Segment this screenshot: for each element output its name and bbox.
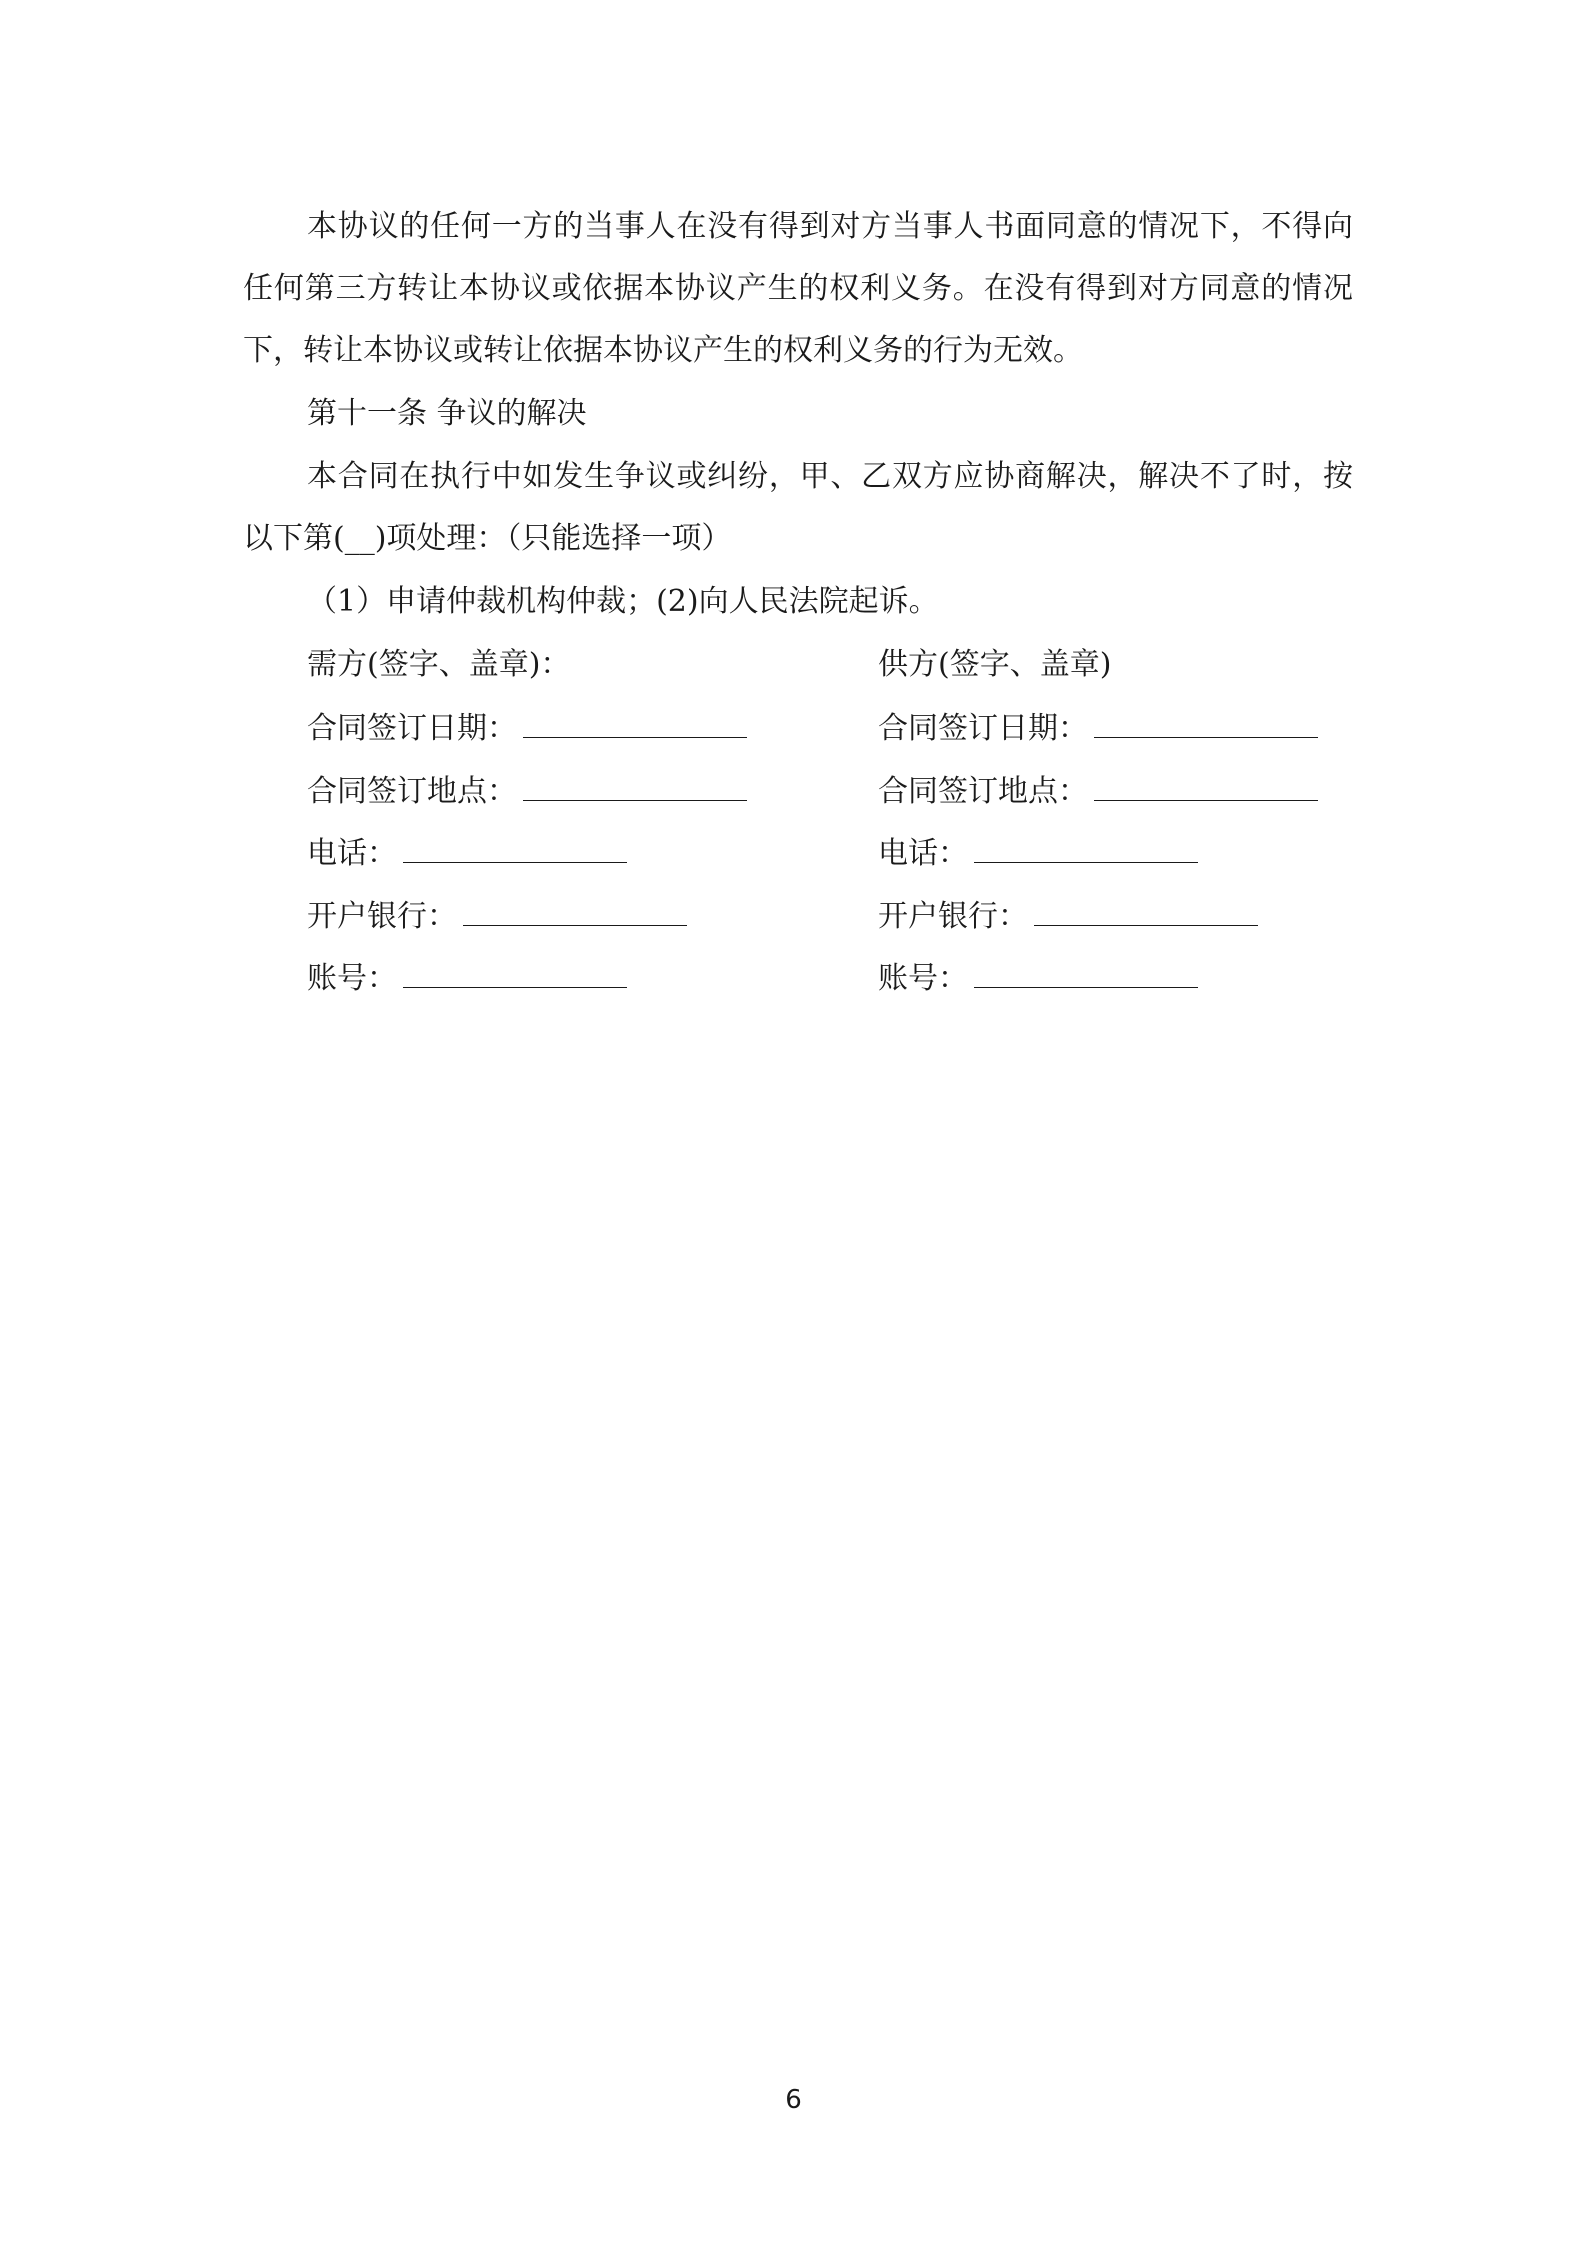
- buyer-date-label: 合同签订日期：: [307, 711, 517, 746]
- seller-account-blank[interactable]: [974, 957, 1198, 988]
- buyer-account-blank[interactable]: [403, 957, 627, 988]
- buyer-phone-row: [307, 832, 627, 874]
- seller-bank-row: [878, 895, 1258, 937]
- paragraph-assignment: 本协议的任何一方的当事人在没有得到对方当事人书面同意的情况下，不得向任何第三方转让本协议或依据本协议产生的权利义务。在没有得到对方同意的情况下，转让本协议或转让依据本协议产生的权利义务的行为无效。: [243, 209, 1353, 368]
- seller-phone-row: [878, 832, 1198, 874]
- seller-bank-label: 开户银行：: [878, 899, 1028, 934]
- seller-place-label: 合同签订地点：: [878, 774, 1088, 809]
- buyer-place-row: [307, 770, 747, 812]
- seller-phone-blank[interactable]: [974, 832, 1198, 863]
- seller-party-label: 供方(签字、盖章): [878, 647, 1112, 682]
- seller-place-blank[interactable]: [1094, 770, 1318, 801]
- buyer-bank-blank[interactable]: [463, 895, 687, 926]
- buyer-phone-blank[interactable]: [403, 832, 627, 863]
- page-number: 6: [785, 2085, 802, 2115]
- seller-date-label: 合同签订日期：: [878, 711, 1088, 746]
- buyer-place-label: 合同签订地点：: [307, 774, 517, 809]
- seller-place-row: [878, 770, 1318, 812]
- article-title: 第十一条 争议的解决: [307, 396, 587, 431]
- paragraph-dispute: 本合同在执行中如发生争议或纠纷，甲、乙双方应协商解决，解决不了时，按以下第(__)项处理：（只能选择一项）: [243, 459, 1353, 556]
- seller-date-row: [878, 707, 1318, 749]
- buyer-place-blank[interactable]: [523, 770, 747, 801]
- buyer-date-blank[interactable]: [523, 707, 747, 738]
- buyer-account-row: [307, 957, 627, 999]
- seller-account-label: 账号：: [878, 961, 968, 996]
- seller-account-row: [878, 957, 1198, 999]
- buyer-bank-row: [307, 895, 687, 937]
- buyer-date-row: [307, 707, 747, 749]
- buyer-account-label: 账号：: [307, 961, 397, 996]
- buyer-party-label: 需方(签字、盖章)：: [307, 647, 571, 682]
- dispute-options: （1）申请仲裁机构仲裁；(2)向人民法院起诉。: [307, 584, 939, 619]
- seller-phone-label: 电话：: [878, 836, 968, 871]
- seller-date-blank[interactable]: [1094, 707, 1318, 738]
- buyer-phone-label: 电话：: [307, 836, 397, 871]
- seller-bank-blank[interactable]: [1034, 895, 1258, 926]
- buyer-bank-label: 开户银行：: [307, 899, 457, 934]
